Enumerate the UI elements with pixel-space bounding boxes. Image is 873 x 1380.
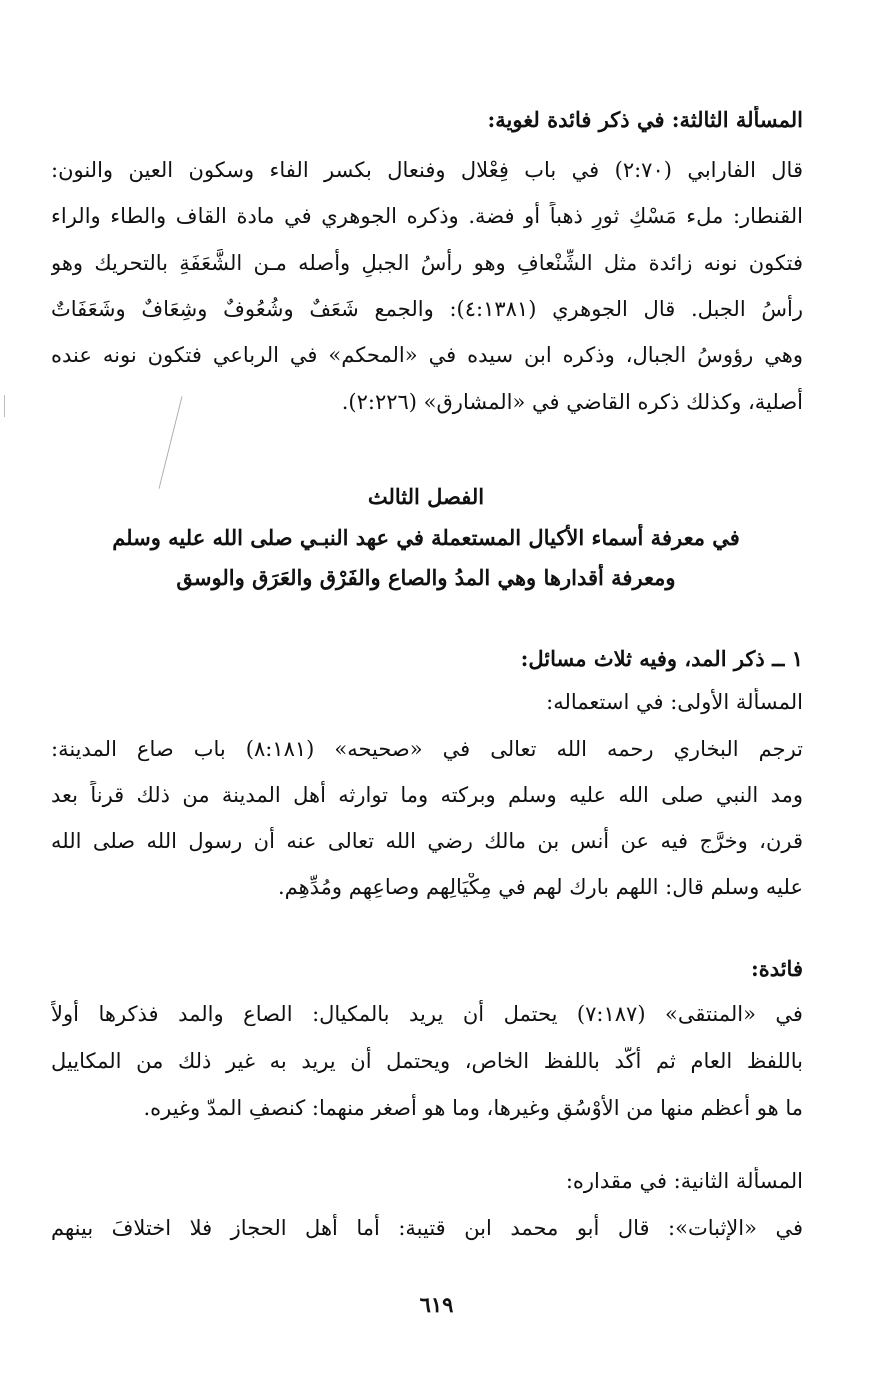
paragraph-line: قال الفارابي (٢:٧٠) في باب فِعْلال وفنعال بكسر الفاء وسكون العين والنون: xyxy=(51,158,803,182)
paragraph-line: وهي رؤوسُ الجبال، وذكره ابن سيده في «المحكم» في الرباعي فتكون نونه عنده xyxy=(51,343,803,367)
paragraph-line: عليه وسلم قال: اللهم بارك لهم في مِكْيَالِهم وصاعِهِم ومُدِّهِم. xyxy=(277,875,803,899)
paragraph-line: قرن، وخرَّج فيه عن أنس بن مالك رضي الله تعالى عنه أن رسول الله صلى الله xyxy=(51,829,803,853)
section-heading: ١ ــ ذكر المد، وفيه ثلاث مسائل: xyxy=(520,646,803,671)
paragraph-line: باللفظ العام ثم أكَّد باللفظ الخاص، ويحتمل أن يريد به غير ذلك من المكاييل xyxy=(51,1049,803,1073)
paragraph-line: في «المنتقى» (٧:١٨٧) يحتمل أن يريد بالمكيال: الصاع والمد فذكرها أولاً xyxy=(51,1002,803,1026)
chapter-subtitle: ومعرفة أقدارها وهي المدُ والصاع والفَرْق والعَرَق والوسق xyxy=(176,565,676,590)
paragraph-line: أصلية، وكذلك ذكره القاضي في «المشارق» (٢:٢٢٦). xyxy=(341,390,803,414)
page-number: ٦١٩ xyxy=(419,1292,454,1317)
chapter-subtitle: في معرفة أسماء الأكيال المستعملة في عهد النبـي صلى الله عليه وسلم xyxy=(112,525,740,550)
paragraph-line: في «الإثبات»: قال أبو محمد ابن قتيبة: أما أهل الحجاز فلا اختلافَ بينهم xyxy=(51,1216,803,1240)
paragraph-line: ومد النبي صلى الله عليه وسلم وبركته وما توارثه أهل المدينة من ذلك قرناً بعد xyxy=(51,783,803,807)
issue-heading: المسألة الثانية: في مقداره: xyxy=(565,1169,803,1193)
issue-heading: المسألة الأولى: في استعماله: xyxy=(546,690,803,714)
scan-artifact-line xyxy=(4,395,5,417)
paragraph-line: رأسُ الجبل. قال الجوهري (٤:١٣٨١): والجمع شَعَفٌ وشُعُوفٌ وشِعَافٌ وشَعَفَاتٌ xyxy=(51,297,803,321)
paragraph-line: القنطار: ملء مَسْكِ ثورٍ ذهباً أو فضة. وذكره الجوهري في مادة القاف والطاء والراء xyxy=(51,204,803,228)
benefit-heading: فائدة: xyxy=(750,956,803,981)
paragraph-line: ترجم البخاري رحمه الله تعالى في «صحيحه» (٨:١٨١) باب صاع المدينة: xyxy=(51,737,803,761)
chapter-title: الفصل الثالث xyxy=(367,484,485,509)
paragraph-line: فتكون نونه زائدة مثل الشِّنْعافِ وهو رأسُ الجبلِ وأصله مـن الشَّعَفَةِ بالتحريك وهو xyxy=(51,251,803,275)
paragraph-line: ما هو أعظم منها من الأوْسُقِ وغيرها، وما هو أصغر منهما: كنصفِ المدّ وغيره. xyxy=(143,1096,803,1120)
section-heading: المسألة الثالثة: في ذكر فائدة لغوية: xyxy=(487,107,803,132)
